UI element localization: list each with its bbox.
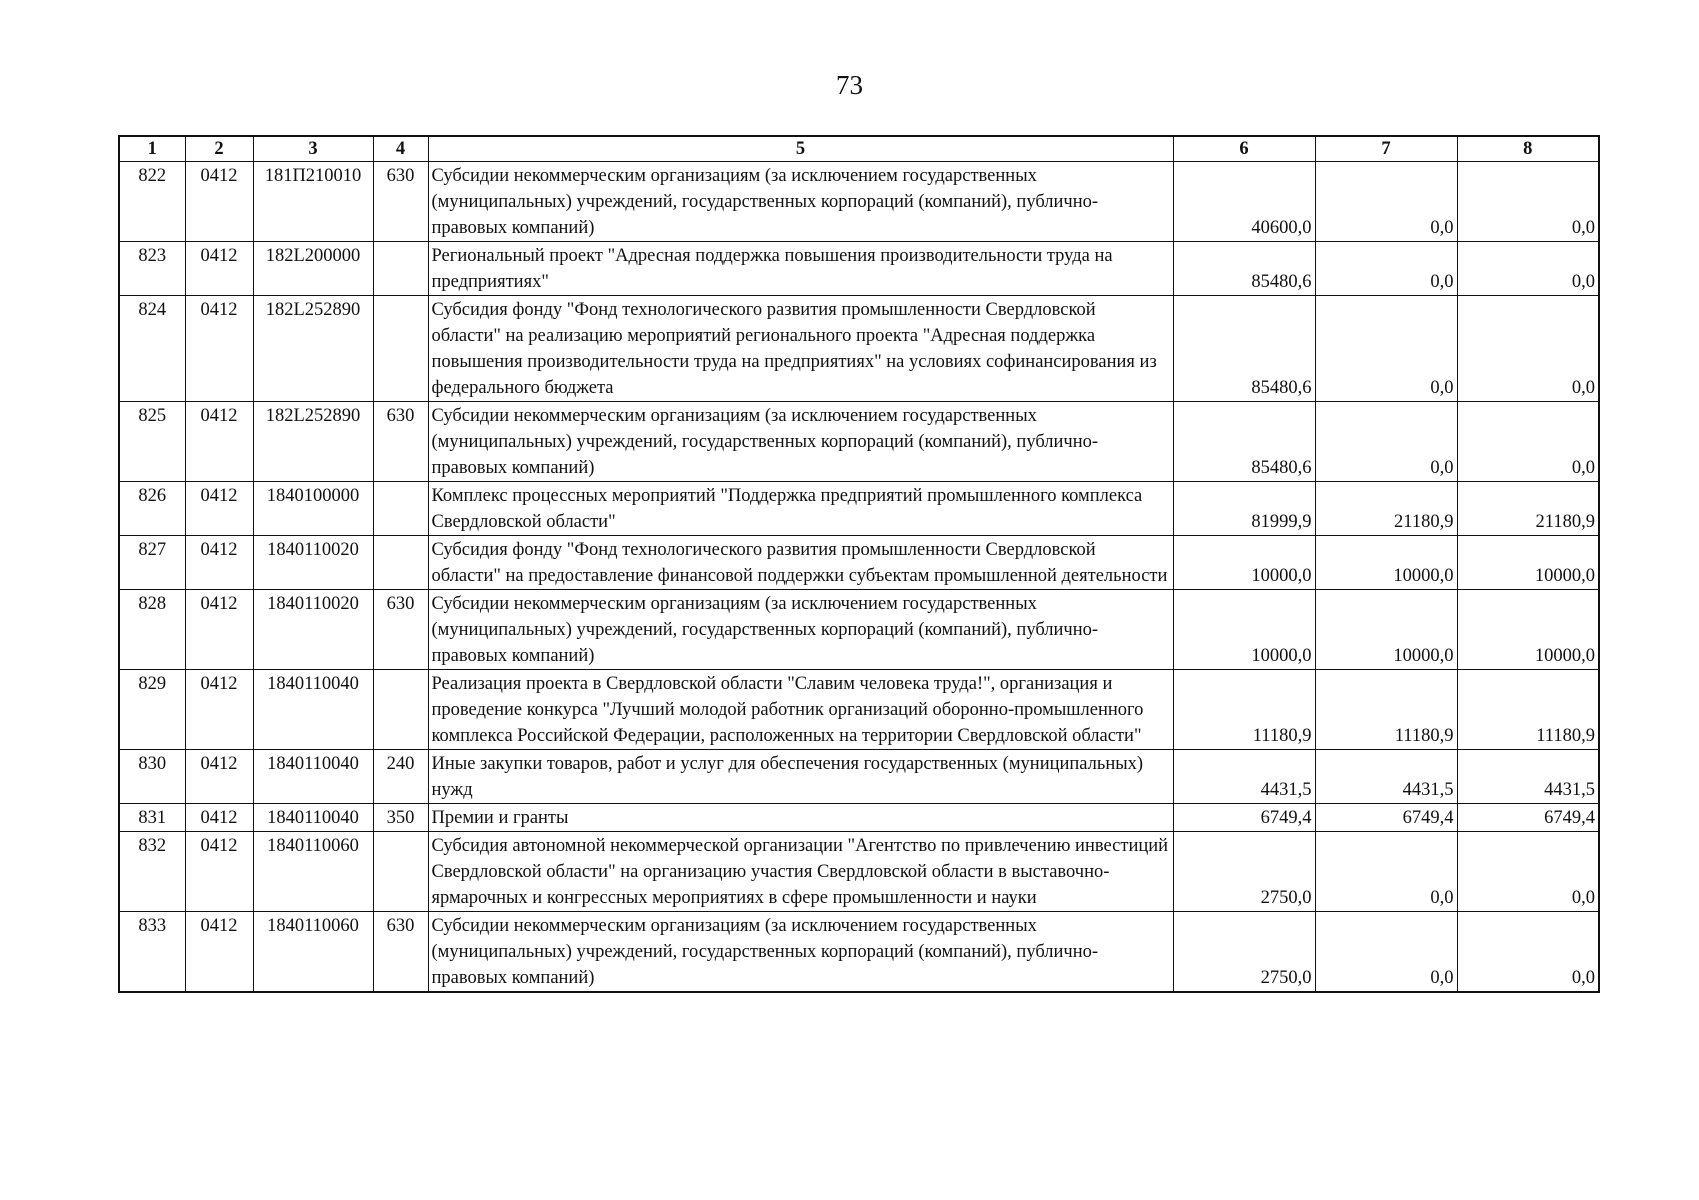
amount-col8-cell: 6749,4 (1457, 804, 1599, 832)
expense-type-cell (373, 482, 428, 536)
row-number-cell: 827 (119, 536, 185, 590)
section-code-cell: 0412 (185, 296, 253, 402)
amount-col7-cell: 0,0 (1315, 296, 1457, 402)
amount-col7-cell: 0,0 (1315, 912, 1457, 993)
amount-col7-cell: 10000,0 (1315, 536, 1457, 590)
expense-type-cell: 630 (373, 912, 428, 993)
header-cell-5: 5 (428, 136, 1173, 162)
section-code-cell: 0412 (185, 590, 253, 670)
amount-col8-cell: 0,0 (1457, 912, 1599, 993)
target-code-cell: 1840110020 (253, 590, 373, 670)
description-cell: Иные закупки товаров, работ и услуг для обеспечения государственных (муниципальных) нужд (428, 750, 1173, 804)
target-code-cell: 1840110040 (253, 750, 373, 804)
amount-col6-cell: 85480,6 (1173, 402, 1315, 482)
expense-type-cell (373, 832, 428, 912)
section-code-cell: 0412 (185, 536, 253, 590)
table-body (119, 162, 1599, 993)
section-code-cell: 0412 (185, 242, 253, 296)
target-code-cell: 1840110060 (253, 912, 373, 993)
row-number-cell: 832 (119, 832, 185, 912)
table-row (119, 670, 1599, 750)
amount-col8-cell: 0,0 (1457, 242, 1599, 296)
amount-col8-cell: 0,0 (1457, 402, 1599, 482)
header-cell-7: 7 (1315, 136, 1457, 162)
header-cell-6: 6 (1173, 136, 1315, 162)
amount-col6-cell: 85480,6 (1173, 242, 1315, 296)
expense-type-cell: 630 (373, 402, 428, 482)
header-row (119, 136, 1599, 162)
row-number-cell: 824 (119, 296, 185, 402)
table-row (119, 832, 1599, 912)
target-code-cell: 182L200000 (253, 242, 373, 296)
row-number-cell: 831 (119, 804, 185, 832)
description-cell: Премии и гранты (428, 804, 1173, 832)
amount-col7-cell: 10000,0 (1315, 590, 1457, 670)
row-number-cell: 822 (119, 162, 185, 242)
description-cell: Субсидия фонду "Фонд технологического развития промышленности Свердловской области" на предоставление финансовой поддержки субъектам промышленной деятельности (428, 536, 1173, 590)
target-code-cell: 181П210010 (253, 162, 373, 242)
table-row (119, 804, 1599, 832)
description-cell: Субсидии некоммерческим организациям (за исключением государственных (муниципальных) учреждений, государственных корпораций (компаний), публично-правовых компаний) (428, 912, 1173, 993)
amount-col6-cell: 10000,0 (1173, 590, 1315, 670)
section-code-cell: 0412 (185, 832, 253, 912)
section-code-cell: 0412 (185, 804, 253, 832)
expense-type-cell (373, 296, 428, 402)
expense-type-cell: 240 (373, 750, 428, 804)
amount-col8-cell: 11180,9 (1457, 670, 1599, 750)
description-cell: Реализация проекта в Свердловской области "Славим человека труда!", организация и проведение конкурса "Лучший молодой работник организаций оборонно-промышленного комплекса Российской Федерации, расположенных на территории Свердловской области" (428, 670, 1173, 750)
target-code-cell: 1840110060 (253, 832, 373, 912)
section-code-cell: 0412 (185, 402, 253, 482)
amount-col6-cell: 6749,4 (1173, 804, 1315, 832)
table-row (119, 750, 1599, 804)
table-row (119, 482, 1599, 536)
description-cell: Субсидии некоммерческим организациям (за исключением государственных (муниципальных) учреждений, государственных корпораций (компаний), публично-правовых компаний) (428, 402, 1173, 482)
amount-col7-cell: 0,0 (1315, 832, 1457, 912)
amount-col7-cell: 6749,4 (1315, 804, 1457, 832)
expense-type-cell: 630 (373, 162, 428, 242)
description-cell: Субсидия автономной некоммерческой организации "Агентство по привлечению инвестиций Свердловской области" на организацию участия Свердловской области в выставочно-ярмарочных и конгрессных мероприятиях в сфере промышленности и науки (428, 832, 1173, 912)
description-cell: Региональный проект "Адресная поддержка повышения производительности труда на предприятиях" (428, 242, 1173, 296)
section-code-cell: 0412 (185, 912, 253, 993)
amount-col7-cell: 0,0 (1315, 242, 1457, 296)
amount-col6-cell: 81999,9 (1173, 482, 1315, 536)
amount-col6-cell: 10000,0 (1173, 536, 1315, 590)
table-row (119, 242, 1599, 296)
table-row (119, 402, 1599, 482)
amount-col6-cell: 2750,0 (1173, 912, 1315, 993)
expense-type-cell (373, 670, 428, 750)
description-cell: Субсидии некоммерческим организациям (за исключением государственных (муниципальных) учреждений, государственных корпораций (компаний), публично-правовых компаний) (428, 590, 1173, 670)
section-code-cell: 0412 (185, 162, 253, 242)
target-code-cell: 1840110040 (253, 804, 373, 832)
expense-type-cell (373, 536, 428, 590)
page-number: 73 (836, 70, 863, 100)
target-code-cell: 1840110020 (253, 536, 373, 590)
amount-col7-cell: 4431,5 (1315, 750, 1457, 804)
table-row (119, 590, 1599, 670)
amount-col6-cell: 4431,5 (1173, 750, 1315, 804)
header-cell-3: 3 (253, 136, 373, 162)
section-code-cell: 0412 (185, 750, 253, 804)
target-code-cell: 1840100000 (253, 482, 373, 536)
amount-col7-cell: 0,0 (1315, 402, 1457, 482)
amount-col8-cell: 4431,5 (1457, 750, 1599, 804)
row-number-cell: 826 (119, 482, 185, 536)
amount-col7-cell: 21180,9 (1315, 482, 1457, 536)
row-number-cell: 830 (119, 750, 185, 804)
description-cell: Комплекс процессных мероприятий "Поддержка предприятий промышленного комплекса Свердловской области" (428, 482, 1173, 536)
amount-col8-cell: 0,0 (1457, 162, 1599, 242)
amount-col7-cell: 0,0 (1315, 162, 1457, 242)
amount-col6-cell: 40600,0 (1173, 162, 1315, 242)
row-number-cell: 823 (119, 242, 185, 296)
header-cell-8: 8 (1457, 136, 1599, 162)
header-cell-4: 4 (373, 136, 428, 162)
description-cell: Субсидии некоммерческим организациям (за исключением государственных (муниципальных) учреждений, государственных корпораций (компаний), публично-правовых компаний) (428, 162, 1173, 242)
target-code-cell: 182L252890 (253, 402, 373, 482)
row-number-cell: 833 (119, 912, 185, 993)
section-code-cell: 0412 (185, 482, 253, 536)
header-cell-2: 2 (185, 136, 253, 162)
amount-col6-cell: 85480,6 (1173, 296, 1315, 402)
amount-col8-cell: 10000,0 (1457, 536, 1599, 590)
expense-type-cell (373, 242, 428, 296)
table-row (119, 162, 1599, 242)
row-number-cell: 828 (119, 590, 185, 670)
amount-col6-cell: 2750,0 (1173, 832, 1315, 912)
expense-type-cell: 350 (373, 804, 428, 832)
amount-col8-cell: 21180,9 (1457, 482, 1599, 536)
table-row (119, 296, 1599, 402)
budget-table (118, 135, 1600, 993)
table-row (119, 536, 1599, 590)
section-code-cell: 0412 (185, 670, 253, 750)
description-cell: Субсидия фонду "Фонд технологического развития промышленности Свердловской области" на реализацию мероприятий регионального проекта "Адресная поддержка повышения производительности труда на предприятиях" на условиях софинансирования из федерального бюджета (428, 296, 1173, 402)
amount-col7-cell: 11180,9 (1315, 670, 1457, 750)
amount-col8-cell: 10000,0 (1457, 590, 1599, 670)
row-number-cell: 829 (119, 670, 185, 750)
target-code-cell: 1840110040 (253, 670, 373, 750)
target-code-cell: 182L252890 (253, 296, 373, 402)
header-cell-1: 1 (119, 136, 185, 162)
amount-col8-cell: 0,0 (1457, 832, 1599, 912)
amount-col8-cell: 0,0 (1457, 296, 1599, 402)
row-number-cell: 825 (119, 402, 185, 482)
amount-col6-cell: 11180,9 (1173, 670, 1315, 750)
expense-type-cell: 630 (373, 590, 428, 670)
table-row (119, 912, 1599, 993)
